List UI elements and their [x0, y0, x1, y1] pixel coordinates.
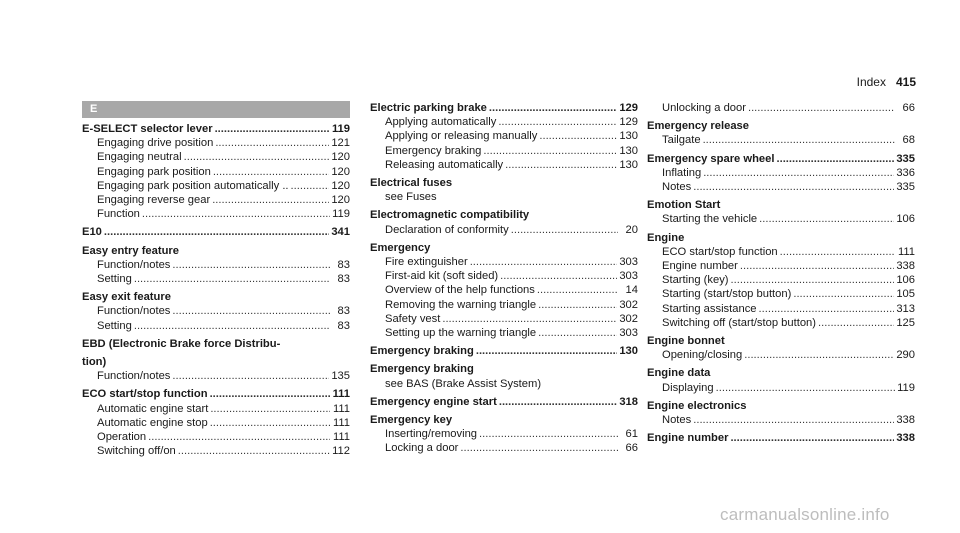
index-subentry[interactable] [647, 101, 915, 115]
index-subentry-text: Engine number [662, 260, 738, 273]
index-subentry[interactable] [370, 312, 638, 326]
index-heading[interactable] [647, 399, 915, 413]
index-heading[interactable] [82, 244, 350, 258]
index-heading-text: Emergency braking [370, 363, 474, 376]
index-entry [370, 413, 638, 456]
index-column-2 [370, 101, 638, 460]
index-subentry-text: Locking a door [385, 442, 459, 455]
index-subentry-text: Notes [662, 181, 692, 194]
index-subentry-page: 20 [625, 223, 638, 236]
index-subentry-text: Automatic engine stop [97, 416, 208, 429]
dot-leader [489, 101, 617, 115]
index-entry [647, 101, 915, 115]
index-heading-text: Emotion Start [647, 199, 721, 212]
index-subentry[interactable] [82, 179, 350, 193]
index-subentry[interactable] [647, 166, 915, 180]
index-heading-page: 129 [619, 102, 638, 114]
dot-leader [215, 122, 330, 136]
index-subentry[interactable] [370, 255, 638, 269]
index-heading-text: E-SELECT selector lever [82, 123, 213, 135]
index-subentry-text: Overview of the help functions [385, 284, 535, 297]
index-heading-page: 130 [619, 345, 638, 358]
index-subentry[interactable] [647, 133, 915, 147]
index-subentry-text: Function/notes [97, 305, 171, 318]
index-subentry-page: 130 [619, 130, 638, 143]
index-entry [370, 241, 638, 340]
index-subentry[interactable] [647, 413, 915, 427]
index-subentry-page: 83 [337, 258, 350, 271]
index-heading[interactable] [82, 122, 350, 136]
index-subentry[interactable] [647, 316, 915, 330]
index-subentry-page: 83 [337, 319, 350, 332]
index-letter-heading: E [82, 101, 350, 118]
index-subentry[interactable] [370, 129, 638, 143]
dot-leader [693, 413, 894, 427]
dot-leader [134, 319, 330, 333]
index-subentry-page: 130 [619, 144, 638, 157]
index-subentry-page: 336 [896, 166, 915, 179]
index-heading[interactable] [82, 355, 350, 369]
index-subentry[interactable] [82, 416, 350, 430]
index-subentry[interactable] [370, 326, 638, 340]
index-subentry[interactable] [370, 269, 638, 283]
index-subentry-page: 338 [896, 414, 915, 427]
index-subentry-page: 106 [896, 213, 915, 226]
index-heading[interactable] [647, 198, 915, 212]
index-subentry-page: 313 [896, 302, 915, 315]
index-heading[interactable] [647, 366, 915, 380]
index-subentry-text: Applying or releasing manually [385, 130, 538, 143]
index-subentry[interactable] [370, 377, 638, 391]
index-subentry-page: 66 [902, 102, 915, 114]
dot-leader [499, 395, 617, 409]
index-heading-page: 338 [896, 432, 915, 445]
dot-leader [215, 136, 329, 150]
index-subentry[interactable] [370, 298, 638, 312]
dot-leader [539, 129, 617, 143]
dot-leader [460, 441, 618, 455]
index-heading-page: 318 [619, 395, 638, 408]
index-entry [370, 176, 638, 204]
index-entry [82, 290, 350, 333]
index-heading[interactable] [82, 290, 350, 304]
index-subentry[interactable] [82, 136, 350, 150]
index-entry [82, 337, 350, 351]
dot-leader [212, 193, 329, 207]
index-subentry-text: Starting (key) [662, 274, 729, 287]
index-subentry-page: 105 [896, 288, 915, 301]
dot-leader [210, 387, 330, 401]
dot-leader [148, 430, 330, 444]
index-entry [647, 119, 915, 147]
index-subentry-text: Setting up the warning triangle [385, 327, 537, 340]
index-subentry-text: Starting the vehicle [662, 213, 758, 226]
index-heading[interactable] [370, 101, 638, 115]
dot-leader [537, 283, 618, 297]
dot-leader [210, 402, 330, 416]
dot-leader [818, 316, 894, 330]
index-entry [82, 225, 350, 239]
index-subentry-text: Removing the warning triangle [385, 298, 537, 311]
index-subentry-page: 68 [902, 134, 915, 147]
index-entry [647, 431, 915, 445]
index-heading[interactable] [647, 231, 915, 245]
index-heading-text: Easy entry feature [82, 244, 180, 257]
index-subentry-text: Setting [97, 319, 132, 332]
page-number: 415 [895, 75, 916, 89]
index-heading[interactable] [370, 344, 638, 358]
index-heading[interactable] [370, 241, 638, 255]
index-heading[interactable] [647, 431, 915, 445]
index-heading[interactable] [647, 334, 915, 348]
index-heading[interactable] [82, 225, 350, 239]
index-entry [82, 387, 350, 458]
dot-leader [716, 381, 895, 395]
index-column-1 [82, 101, 350, 462]
index-subentry-page: 302 [619, 312, 638, 325]
page-header [857, 75, 916, 89]
index-subentry[interactable] [370, 223, 638, 237]
index-heading[interactable] [370, 208, 638, 222]
index-subentry[interactable] [370, 190, 638, 204]
index-subentry[interactable] [82, 207, 350, 221]
index-subentry-page: 111 [332, 431, 350, 444]
index-heading-text: Engine data [647, 367, 711, 380]
index-subentry[interactable] [647, 259, 915, 273]
index-subentry-text: Fire extinguisher [385, 256, 468, 269]
index-subentry-page: 121 [331, 137, 350, 150]
index-subentry-text: see BAS (Brake Assist System) [385, 377, 542, 390]
index-subentry[interactable] [82, 304, 350, 318]
dot-leader [479, 427, 618, 441]
index-subentry[interactable] [82, 258, 350, 272]
index-heading-text: Electrical fuses [370, 177, 453, 190]
index-subentry[interactable] [370, 283, 638, 297]
index-subentry[interactable] [647, 212, 915, 226]
index-subentry[interactable] [370, 144, 638, 158]
index-subentry-page: 130 [619, 158, 638, 171]
dot-leader [442, 312, 617, 326]
dot-leader [505, 158, 617, 172]
dot-leader [538, 298, 617, 312]
index-subentry-page: 303 [619, 270, 638, 283]
index-subentry-text: Displaying [662, 381, 714, 394]
watermark: carmanualsonline.info [720, 505, 890, 524]
index-heading-text: Engine number [647, 432, 729, 445]
index-subentry-page: 112 [332, 445, 350, 458]
index-heading[interactable] [370, 413, 638, 427]
index-subentry-page: 120 [331, 151, 350, 164]
index-heading-text: Emergency engine start [370, 395, 497, 408]
index-heading-text: Easy exit feature [82, 291, 171, 304]
dot-leader [210, 416, 330, 430]
dot-leader [744, 348, 894, 362]
index-subentry-page: 125 [896, 316, 915, 329]
index-heading-page: 111 [332, 388, 350, 401]
dot-leader [740, 259, 894, 273]
index-subentry-page: 83 [337, 305, 350, 318]
index-heading[interactable] [647, 152, 915, 166]
dot-leader [780, 245, 895, 259]
index-entry [370, 362, 638, 390]
index-subentry[interactable] [370, 115, 638, 129]
index-subentry[interactable] [82, 165, 350, 179]
dot-leader [476, 344, 617, 358]
index-subentry-text: Function [97, 208, 140, 221]
index-subentry[interactable] [647, 245, 915, 259]
index-subentry-text: Function/notes [97, 258, 171, 271]
index-subentry-text: Switching off/on [97, 445, 176, 458]
dot-leader [703, 166, 894, 180]
index-entry [647, 198, 915, 226]
index-subentry-text: ECO start/stop function [662, 245, 778, 258]
index-entry [370, 344, 638, 358]
index-subentry-page: 83 [337, 273, 350, 286]
index-heading-text: Engine electronics [647, 399, 747, 412]
index-entry [370, 208, 638, 236]
index-heading-text: Emergency braking [370, 345, 474, 358]
index-subentry-page: 66 [625, 442, 638, 455]
dot-leader [470, 255, 618, 269]
index-heading[interactable] [647, 119, 915, 133]
index-subentry[interactable] [647, 273, 915, 287]
dot-leader [703, 133, 895, 147]
index-subentry[interactable] [82, 319, 350, 333]
index-subentry-text: Opening/closing [662, 349, 743, 362]
index-heading[interactable] [370, 395, 638, 409]
index-subentry[interactable] [82, 402, 350, 416]
index-heading-text: Electromagnetic compatibility [370, 209, 530, 222]
dot-leader [793, 287, 894, 301]
index-subentry-text: Inserting/removing [385, 428, 478, 441]
dot-leader [483, 144, 617, 158]
index-subentry-page: 290 [896, 349, 915, 362]
dot-leader [500, 269, 617, 283]
index-subentry-page: 111 [332, 402, 350, 415]
index-subentry-page: 303 [619, 327, 638, 340]
dot-leader [731, 273, 895, 287]
index-subentry-text: First-aid kit (soft sided) [385, 270, 499, 283]
dot-leader [511, 223, 618, 237]
index-subentry-text: Notes [662, 414, 692, 427]
index-subentry-text: Releasing automatically [385, 158, 504, 171]
index-entry [370, 395, 638, 409]
index-heading-page: 335 [896, 152, 915, 165]
index-heading-text: Electric parking brake [370, 102, 487, 114]
index-subentry-text: Engaging neutral [97, 151, 182, 164]
index-column-3 [647, 101, 915, 449]
index-subentry-text: Starting (start/stop button) [662, 288, 792, 301]
dot-leader [104, 225, 329, 239]
index-heading-text: Engine bonnet [647, 335, 725, 348]
index-subentry-text: Engaging park position automatically .. [97, 179, 289, 192]
index-heading-text: E10 [82, 226, 102, 239]
index-entry [370, 101, 638, 172]
index-subentry-page: 119 [897, 381, 915, 394]
dot-leader [184, 150, 330, 164]
index-subentry[interactable] [82, 150, 350, 164]
index-heading-page: 341 [331, 226, 350, 239]
dot-leader [759, 212, 894, 226]
index-subentry[interactable] [647, 302, 915, 316]
index-subentry-text: Starting assistance [662, 302, 757, 315]
index-subentry-page: 120 [331, 165, 350, 178]
dot-leader [172, 304, 330, 318]
index-subentry-text: Switching off (start/stop button) [662, 316, 817, 329]
index-heading-page: 119 [331, 123, 350, 135]
index-subentry-page: 303 [619, 256, 638, 269]
index-subentry-page: 106 [896, 274, 915, 287]
dot-leader [776, 152, 894, 166]
index-entry [647, 231, 915, 330]
index-entry [82, 355, 350, 383]
index-subentry-page: 335 [896, 181, 915, 194]
dot-leader [498, 115, 617, 129]
index-subentry-page: 302 [619, 298, 638, 311]
index-subentry[interactable] [82, 444, 350, 458]
index-subentry[interactable] [82, 272, 350, 286]
dot-leader [134, 272, 330, 286]
index-subentry-page: 14 [625, 284, 638, 297]
index-subentry-page: 120 [331, 179, 350, 192]
index-subentry-page: 111 [897, 245, 915, 258]
dot-leader [172, 369, 329, 383]
index-subentry-text: Emergency braking [385, 144, 482, 157]
index-heading-text: EBD (Electronic Brake force Distribu- [82, 337, 281, 350]
index-subentry-page: 129 [619, 116, 638, 129]
index-heading-text: tion) [82, 356, 107, 369]
index-subentry-text: Engaging park position [97, 165, 211, 178]
index-subentry[interactable] [370, 441, 638, 455]
index-subentry[interactable] [370, 427, 638, 441]
index-subentry-text: Unlocking a door [662, 102, 746, 114]
index-subentry-page: 111 [332, 416, 350, 429]
dot-leader [178, 444, 330, 458]
index-subentry-text: Setting [97, 273, 132, 286]
index-entry [647, 366, 915, 394]
index-heading-text: Emergency release [647, 120, 749, 133]
page-header-title: Index [856, 75, 886, 89]
index-subentry[interactable] [647, 381, 915, 395]
index-subentry[interactable] [82, 193, 350, 207]
index-subentry-text: Automatic engine start [97, 402, 209, 415]
index-entry [82, 244, 350, 287]
index-subentry-text: Engaging reverse gear [97, 194, 211, 207]
index-subentry-text: Function/notes [97, 370, 171, 383]
index-entry [647, 334, 915, 362]
dot-leader [748, 101, 895, 115]
dot-leader [730, 431, 894, 445]
index-subentry-text: Inflating [662, 166, 702, 179]
index-subentry-text: Declaration of conformity [385, 223, 509, 236]
index-subentry-text: see Fuses [385, 191, 437, 204]
index-subentry-page: 120 [331, 194, 350, 207]
index-entry [647, 152, 915, 195]
index-subentry-page: 119 [332, 208, 350, 221]
index-subentry[interactable] [647, 287, 915, 301]
index-subentry-text: Operation [97, 431, 147, 444]
index-subentry-page: 61 [625, 428, 638, 441]
index-subentry[interactable] [647, 348, 915, 362]
index-subentry-text: Tailgate [662, 134, 701, 147]
index-heading[interactable] [370, 176, 638, 190]
index-subentry-text: Safety vest [385, 312, 441, 325]
index-entry [82, 122, 350, 221]
index-heading-text: Emergency spare wheel [647, 152, 775, 165]
index-entry [647, 399, 915, 427]
index-heading[interactable] [82, 387, 350, 401]
dot-leader [213, 165, 330, 179]
dot-leader [759, 302, 895, 316]
index-subentry[interactable] [82, 369, 350, 383]
index-subentry-page: 135 [331, 370, 350, 383]
dot-leader [172, 258, 330, 272]
index-subentry[interactable] [82, 430, 350, 444]
dot-leader [142, 207, 330, 221]
index-subentry[interactable] [370, 158, 638, 172]
index-heading-text: Emergency [370, 241, 431, 254]
index-heading-text: Emergency key [370, 414, 453, 427]
dot-leader [538, 326, 617, 340]
index-heading-text: ECO start/stop function [82, 388, 208, 401]
index-subentry-text: Applying automatically [385, 116, 497, 129]
index-subentry-text: Engaging drive position [97, 137, 214, 150]
index-heading[interactable] [82, 337, 350, 351]
index-subentry-page: 338 [896, 260, 915, 273]
dot-leader [291, 179, 330, 193]
index-heading[interactable] [370, 362, 638, 376]
index-subentry[interactable] [647, 180, 915, 194]
dot-leader [693, 180, 894, 194]
index-heading-text: Engine [647, 231, 685, 244]
